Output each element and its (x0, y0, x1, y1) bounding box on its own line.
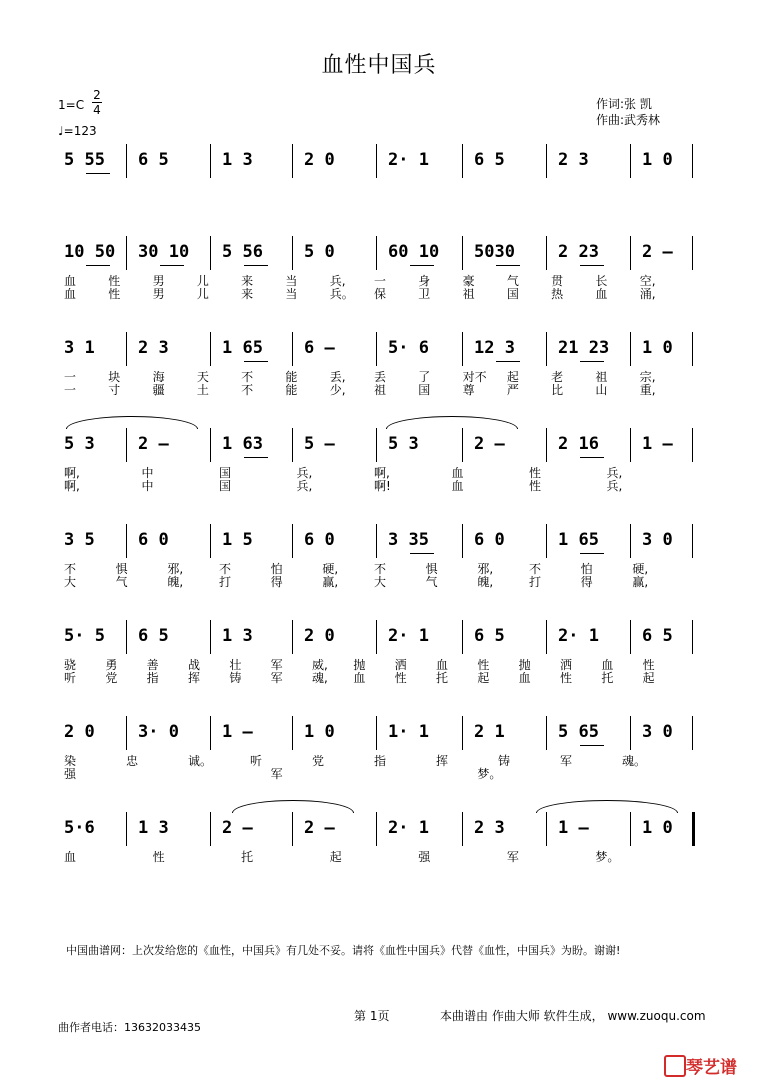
lyric-word: 啊, (64, 479, 80, 493)
lyric-word: 丢 (374, 370, 387, 384)
lyric-word: 血 (64, 274, 77, 288)
measure: 1 – (222, 722, 253, 742)
lyric-word: 丢, (329, 370, 346, 384)
measure: 30 10 (138, 242, 190, 262)
measure: 2 – (474, 434, 505, 454)
lyric-word: 起 (329, 850, 342, 864)
lyric-word: 当 (285, 287, 298, 301)
lyric-word: 比 (551, 383, 564, 397)
measure: 1 65 (222, 338, 263, 358)
lyric-word: 国 (219, 466, 232, 480)
lyric-word: 挥 (188, 671, 201, 685)
lyric-word: 强 (418, 850, 431, 864)
measure: 3 0 (642, 530, 673, 550)
measure: 6 0 (304, 530, 335, 550)
measure: 5 3 (64, 434, 95, 454)
measure: 6 – (304, 338, 335, 358)
lyric-word: 国 (506, 287, 519, 301)
lyric-word: 诚。 (188, 754, 213, 768)
lyric-word: 老 (551, 370, 564, 384)
lyric-word: 军 (560, 754, 573, 768)
lyric-word: 不 (529, 562, 542, 576)
measure: 3 35 (388, 530, 429, 550)
measure: 6 0 (138, 530, 169, 550)
lyric-word: 血 (451, 479, 464, 493)
lyric-word: 兵, (296, 479, 313, 493)
lyric-word: 血 (436, 658, 449, 672)
measure: 6 5 (138, 150, 169, 170)
lyric-word: 挥 (436, 754, 449, 768)
lyric-word: 涌, (639, 287, 656, 301)
lyric-word: 性 (529, 466, 542, 480)
lyric-word: 不 (374, 562, 387, 576)
note-line (56, 434, 696, 456)
footer-note: 中国曲谱网：上次发给您的《血性，中国兵》有几处不妥。请将《血性中国兵》代替《血性，中国兵》为盼。谢谢! (66, 944, 621, 957)
lyric-word: 党 (105, 671, 118, 685)
lyric-word: 空, (639, 274, 656, 288)
measure: 2 – (222, 818, 253, 838)
lyric-word: 性 (642, 658, 655, 672)
credits (596, 96, 660, 128)
beam (580, 457, 604, 458)
lyric-word: 托 (436, 671, 449, 685)
lyric-word: 啊! (374, 479, 391, 493)
measure: 1 0 (642, 338, 673, 358)
note-line (56, 818, 696, 840)
lyric-word: 硬, (632, 562, 649, 576)
measure: 1 3 (138, 818, 169, 838)
lyric-word: 兵。 (329, 287, 354, 301)
lyric-word: 宗, (639, 370, 656, 384)
measure: 5 – (304, 434, 335, 454)
lyric-word: 重, (639, 383, 656, 397)
lyric-word: 起 (506, 370, 519, 384)
lyric-word: 大 (64, 575, 77, 589)
beam (410, 553, 434, 554)
measure: 5· 5 (64, 626, 105, 646)
lyric-word: 指 (146, 671, 159, 685)
measure: 2 – (642, 242, 673, 262)
lyric-word: 党 (312, 754, 325, 768)
beam (580, 265, 604, 266)
lyric-word: 寸 (108, 383, 121, 397)
lyric-word: 卫 (418, 287, 431, 301)
lyric-word: 起 (477, 671, 490, 685)
measure: 5 55 (64, 150, 105, 170)
lyric-word: 贯 (551, 274, 564, 288)
lyric-word: 起 (642, 671, 655, 685)
lyric-word: 兵, (329, 274, 346, 288)
lyric-word: 抛 (353, 658, 366, 672)
beam (580, 553, 604, 554)
lyric-word: 赢, (322, 575, 339, 589)
stave-row (56, 812, 696, 952)
measure: 5 65 (558, 722, 599, 742)
measure: 1 0 (642, 818, 673, 838)
lyric-word: 身 (418, 274, 431, 288)
lyric-word: 气 (425, 575, 438, 589)
lyric-word: 当 (285, 274, 298, 288)
logo-icon (664, 1055, 686, 1077)
lyric-word: 热 (551, 287, 564, 301)
lyric-word: 兵, (606, 479, 623, 493)
lyric-word: 保 (374, 287, 387, 301)
measure: 2 – (304, 818, 335, 838)
measure: 2 16 (558, 434, 599, 454)
lyric-word: 气 (506, 274, 519, 288)
measure: 2· 1 (388, 818, 429, 838)
lyric-word: 对不 (462, 370, 487, 384)
measure: 1 3 (222, 626, 253, 646)
measure: 5· 6 (388, 338, 429, 358)
lyric-word: 抛 (518, 658, 531, 672)
lyric-word: 来 (241, 287, 254, 301)
measure: 1 65 (558, 530, 599, 550)
measure: 3 0 (642, 722, 673, 742)
lyric-word: 血 (64, 287, 77, 301)
lyric-word: 不 (64, 562, 77, 576)
lyric-word: 强 (64, 767, 77, 781)
beam (410, 265, 434, 266)
lyric-word: 壮 (229, 658, 242, 672)
measure: 1· 1 (388, 722, 429, 742)
lyric-word: 能 (285, 370, 298, 384)
song-title: 血性中国兵 (321, 53, 437, 78)
measure: 12 3 (474, 338, 515, 358)
lyric-word: 海 (152, 370, 165, 384)
lyric-word: 惧 (425, 562, 438, 576)
lyric-word: 男 (152, 274, 165, 288)
lyric-word: 威, (312, 658, 328, 672)
lyric-word: 啊, (64, 466, 80, 480)
lyric-word: 男 (152, 287, 165, 301)
measure: 5·6 (64, 818, 95, 838)
lyric-word: 打 (219, 575, 232, 589)
lyric-word: 中 (141, 466, 154, 480)
lyric-word: 惧 (115, 562, 128, 576)
lyric-word: 疆 (152, 383, 165, 397)
lyric-word: 战 (188, 658, 201, 672)
key-signature: 1=C (58, 98, 85, 112)
lyric-word: 性 (152, 850, 165, 864)
lyric-word: 一 (64, 370, 77, 384)
lyric-word: 听 (250, 754, 263, 768)
site-logo[interactable]: 琴艺谱 (686, 1058, 737, 1078)
note-line (56, 626, 696, 648)
note-line (56, 722, 696, 744)
beam (496, 361, 520, 362)
beam (244, 265, 268, 266)
lyric-word: 不 (241, 383, 254, 397)
composer-phone: 曲作者电话：13632033435 (58, 1021, 201, 1034)
measure: 2 0 (304, 626, 335, 646)
page-number: 第 1页 (354, 1009, 390, 1023)
lyric-word: 气 (115, 575, 128, 589)
beam (580, 361, 604, 362)
measure: 6 5 (642, 626, 673, 646)
lyric-word: 魂, (312, 671, 328, 685)
lyric-word: 梦。 (477, 767, 502, 781)
lyric-word: 儿 (196, 274, 209, 288)
beam (160, 265, 184, 266)
measure: 2· 1 (558, 626, 599, 646)
lyric-word: 了 (418, 370, 431, 384)
lyric-word: 得 (580, 575, 593, 589)
measure: 10 50 (64, 242, 116, 262)
measure: 2 0 (304, 150, 335, 170)
lyric-word: 一 (374, 274, 387, 288)
lyric-word: 性 (529, 479, 542, 493)
lyric-word: 性 (477, 658, 490, 672)
lyric-word: 性 (560, 671, 573, 685)
lyric-word: 邪, (477, 562, 494, 576)
lyric-word: 赢, (632, 575, 649, 589)
measure: 1 5 (222, 530, 253, 550)
measure: 5 0 (304, 242, 335, 262)
measure: 2 3 (474, 818, 505, 838)
measure: 5 56 (222, 242, 263, 262)
measure: 1 3 (222, 150, 253, 170)
note-line (56, 530, 696, 552)
generator-credit: 本曲谱由 作曲大师 软件生成， www.zuoqu.com (440, 1009, 706, 1023)
measure: 6 5 (138, 626, 169, 646)
lyric-word: 能 (285, 383, 298, 397)
measure: 21 23 (558, 338, 610, 358)
lyric-word: 豪 (462, 274, 475, 288)
lyric-word: 邪, (167, 562, 184, 576)
measure: 3 1 (64, 338, 95, 358)
lyric-word: 大 (374, 575, 387, 589)
measure: 3· 0 (138, 722, 179, 742)
note-line (56, 150, 696, 172)
lyric-word: 洒 (560, 658, 573, 672)
lyric-word: 军 (270, 671, 283, 685)
lyric-word: 长 (595, 274, 608, 288)
measure: 3 5 (64, 530, 95, 550)
lyric-word: 血 (353, 671, 366, 685)
measure: 2· 1 (388, 150, 429, 170)
lyric-word: 打 (529, 575, 542, 589)
lyric-word: 土 (196, 383, 209, 397)
lyric-word: 血 (595, 287, 608, 301)
lyric-word: 硬, (322, 562, 339, 576)
measure: 5 3 (388, 434, 419, 454)
lyric-word: 性 (108, 287, 121, 301)
lyric-word: 不 (219, 562, 232, 576)
lyric-word: 军 (270, 767, 283, 781)
measure: 2 3 (558, 150, 589, 170)
lyric-word: 尊 (462, 383, 475, 397)
lyric-word: 军 (506, 850, 519, 864)
lyric-word: 听 (64, 671, 77, 685)
beam (86, 173, 110, 174)
lyric-word: 少, (329, 383, 346, 397)
lyric-word: 洒 (394, 658, 407, 672)
lyric-word: 不 (241, 370, 254, 384)
lyric-word: 托 (601, 671, 614, 685)
lyric-word: 魂。 (622, 754, 647, 768)
lyric-word: 血 (601, 658, 614, 672)
measure: 6 5 (474, 150, 505, 170)
beam (244, 361, 268, 362)
measure: 6 0 (474, 530, 505, 550)
beam (86, 265, 110, 266)
lyric-word: 国 (418, 383, 431, 397)
lyric-word: 天 (196, 370, 209, 384)
measure: 6 5 (474, 626, 505, 646)
tempo-marking: ♩=123 (58, 124, 97, 138)
lyric-word: 严 (506, 383, 519, 397)
measure: 2 0 (64, 722, 95, 742)
lyric-word: 块 (108, 370, 121, 384)
lyric-word: 铸 (229, 671, 242, 685)
lyric-word: 中 (141, 479, 154, 493)
measure: 2 1 (474, 722, 505, 742)
lyricist: 作词:张 凯 (596, 97, 652, 111)
lyric-word: 血 (518, 671, 531, 685)
lyric-word: 一 (64, 383, 77, 397)
composer: 作曲:武秀林 (596, 113, 661, 127)
lyric-word: 得 (270, 575, 283, 589)
lyric-word: 军 (270, 658, 283, 672)
lyric-word: 忠 (126, 754, 139, 768)
measure: 2 – (138, 434, 169, 454)
measure: 60 10 (388, 242, 440, 262)
lyric-word: 魄, (477, 575, 494, 589)
lyric-word: 血 (64, 850, 77, 864)
measure: 1 – (642, 434, 673, 454)
measure: 2· 1 (388, 626, 429, 646)
lyric-word: 兵, (606, 466, 623, 480)
note-line (56, 242, 696, 264)
lyric-word: 怕 (270, 562, 283, 576)
measure: 2 3 (138, 338, 169, 358)
measure: 1 0 (642, 150, 673, 170)
lyric-word: 染 (64, 754, 77, 768)
lyric-word: 山 (595, 383, 608, 397)
lyric-word: 铸 (498, 754, 511, 768)
lyric-word: 祖 (374, 383, 387, 397)
measure: 1 0 (304, 722, 335, 742)
beam (580, 745, 604, 746)
time-numerator: 2 (93, 88, 101, 102)
lyric-word: 勇 (105, 658, 118, 672)
lyric-word: 兵, (296, 466, 313, 480)
lyric-word: 善 (146, 658, 159, 672)
measure: 5030 (474, 242, 515, 262)
measure: 1 – (558, 818, 589, 838)
beam (496, 265, 520, 266)
lyric-word: 怕 (580, 562, 593, 576)
time-denominator: 4 (93, 103, 101, 117)
lyric-word: 性 (108, 274, 121, 288)
lyric-word: 来 (241, 274, 254, 288)
lyric-word: 啊, (374, 466, 390, 480)
lyric-word: 骁 (64, 658, 77, 672)
lyric-word: 指 (374, 754, 387, 768)
measure: 1 63 (222, 434, 263, 454)
time-signature (92, 88, 102, 117)
lyric-word: 祖 (462, 287, 475, 301)
lyric-word: 血 (451, 466, 464, 480)
lyric-word: 魄, (167, 575, 184, 589)
measure: 2 23 (558, 242, 599, 262)
lyric-word: 托 (241, 850, 254, 864)
lyric-word: 梦。 (595, 850, 620, 864)
beam (244, 457, 268, 458)
lyric-word: 祖 (595, 370, 608, 384)
lyric-word: 儿 (196, 287, 209, 301)
lyric-word: 国 (219, 479, 232, 493)
note-line (56, 338, 696, 360)
lyric-word: 性 (394, 671, 407, 685)
